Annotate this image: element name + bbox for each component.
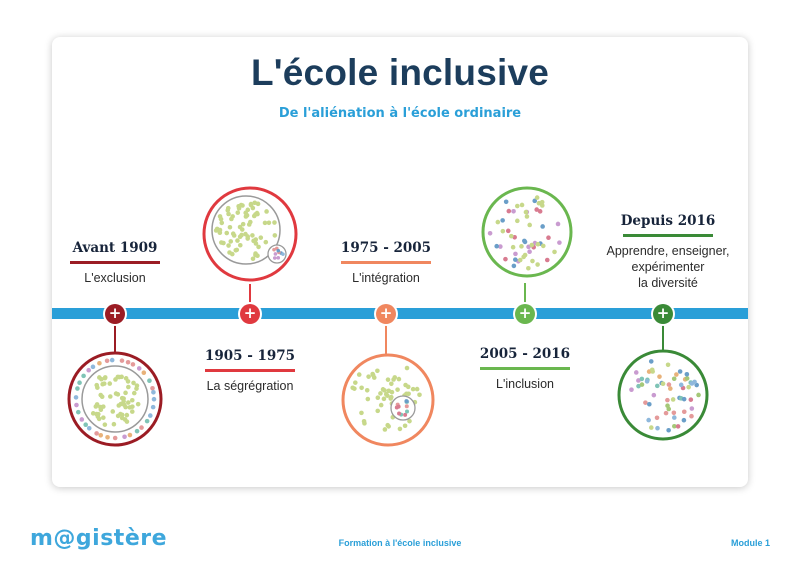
period-1975-2005 [311,239,461,286]
magistere-logo: m@gistère [30,526,168,551]
period-label: La ségrégration [206,379,294,393]
module-label: Module 1 [730,538,770,548]
period-label-line: Apprendre, enseigner, [606,244,730,258]
period-date: 1975 - 2005 [340,240,432,256]
period-label: L'exclusion [84,271,146,285]
period-label-line: expérimenter [631,260,705,274]
segregation-illustration [201,184,299,288]
timeline-bar [52,308,748,319]
period-date: Depuis 2016 [620,213,716,229]
plus-icon[interactable]: + [515,304,535,324]
plus-icon[interactable]: + [240,304,260,324]
course-name: Formation à l'école inclusive [338,538,462,548]
period-label: L'inclusion [496,377,554,391]
period-date: Avant 1909 [72,240,158,256]
plus-icon[interactable]: + [653,304,673,324]
connector-line [385,322,387,354]
inclusion-illustration [480,183,574,285]
plus-icon[interactable]: + [105,304,125,324]
diversity-illustration [616,348,710,446]
period-2005-2016 [450,345,600,392]
connector-line [524,283,526,306]
period-depuis-2016 [588,212,748,291]
plus-icon[interactable]: + [376,304,396,324]
period-underline [480,367,570,370]
period-date: 2005 - 2016 [479,346,571,362]
period-label: L'intégration [352,271,420,285]
page-title: L'école inclusive [250,52,550,93]
page-subtitle: De l'aliénation à l'école ordinaire [278,106,522,121]
period-avant-1909 [40,239,190,286]
period-label-line: la diversité [638,276,698,290]
period-underline [623,234,713,237]
exclusion-illustration [66,350,164,452]
period-1905-1975 [175,347,325,394]
period-underline [70,261,160,264]
connector-line [114,322,116,352]
period-date: 1905 - 1975 [204,348,296,364]
period-underline [341,261,431,264]
connector-line [662,322,664,350]
period-underline [205,369,295,372]
integration-illustration [339,352,437,452]
